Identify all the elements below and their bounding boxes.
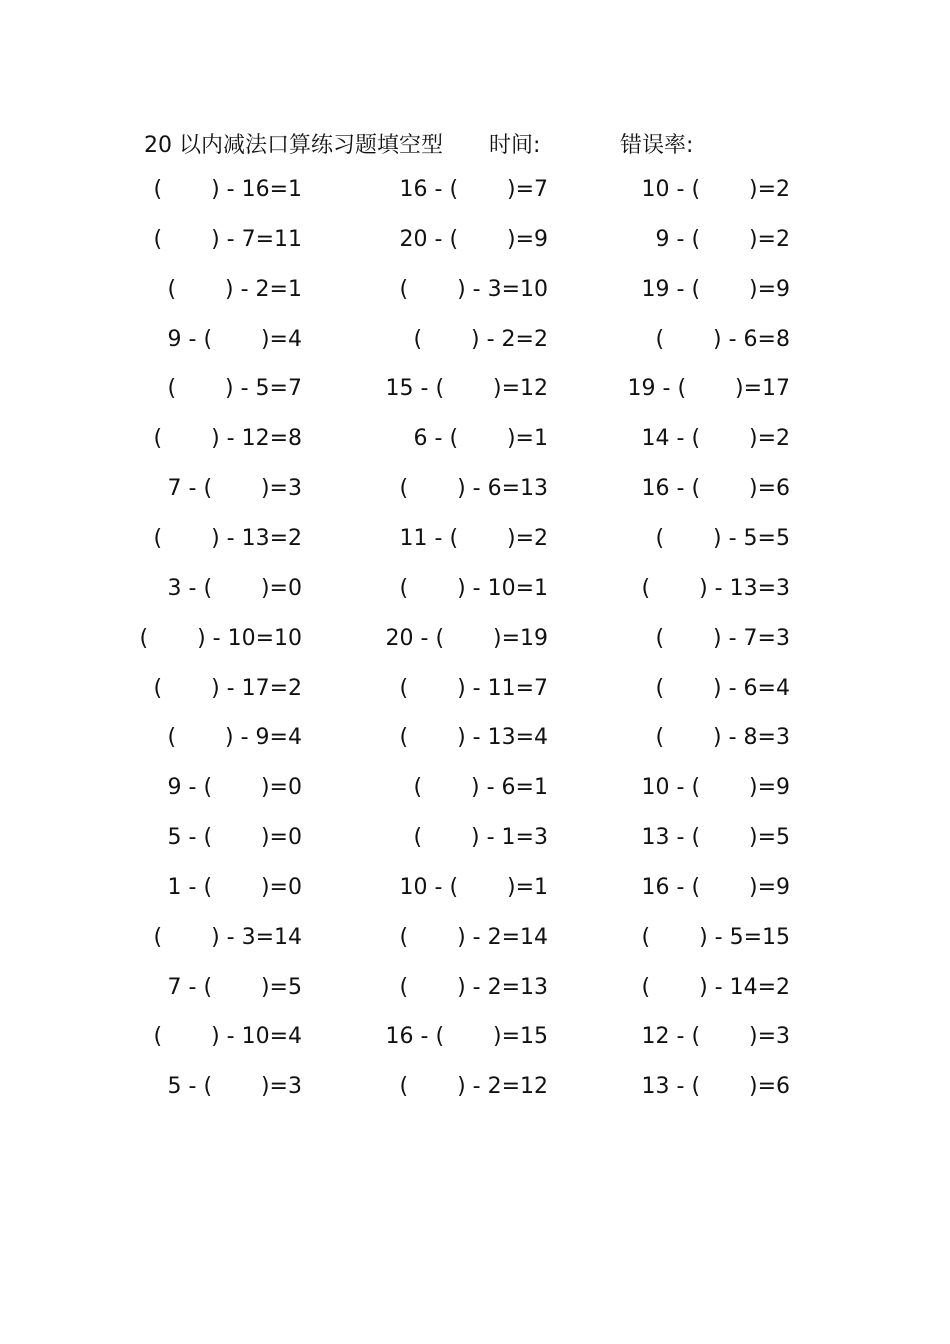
problem-cell: 11 - ( )=2 bbox=[399, 525, 548, 551]
problem-row bbox=[0, 968, 950, 1008]
worksheet-header bbox=[0, 124, 950, 160]
problem-cell: ( ) - 9=4 bbox=[167, 725, 302, 751]
problem-cell: 19 - ( )=17 bbox=[627, 376, 790, 402]
problem-cell: ( ) - 2=13 bbox=[399, 974, 548, 1000]
problem-row bbox=[0, 1017, 950, 1057]
problem-cell: 3 - ( )=0 bbox=[167, 575, 302, 601]
problem-row bbox=[0, 669, 950, 709]
problem-cell: 15 - ( )=12 bbox=[385, 376, 548, 402]
problem-cell: ( ) - 10=4 bbox=[153, 1024, 302, 1050]
problem-row bbox=[0, 718, 950, 758]
problem-cell: ( ) - 13=2 bbox=[153, 525, 302, 551]
problem-cell: 9 - ( )=4 bbox=[167, 326, 302, 352]
problem-row bbox=[0, 469, 950, 509]
problem-cell: ( ) - 7=11 bbox=[153, 226, 302, 252]
problem-cell: 10 - ( )=9 bbox=[641, 775, 790, 801]
time-label: 时间: bbox=[489, 133, 541, 158]
problem-cell: 7 - ( )=3 bbox=[167, 476, 302, 502]
problem-row bbox=[0, 170, 950, 210]
problem-cell: 13 - ( )=6 bbox=[641, 1074, 790, 1100]
problem-cell: ( ) - 10=10 bbox=[139, 625, 302, 651]
problem-cell: 20 - ( )=19 bbox=[385, 625, 548, 651]
problem-cell: 14 - ( )=2 bbox=[641, 426, 790, 452]
problem-cell: ( ) - 3=14 bbox=[153, 924, 302, 950]
problem-cell: 13 - ( )=5 bbox=[641, 825, 790, 851]
problem-cell: ( ) - 8=3 bbox=[655, 725, 790, 751]
problem-cell: ( ) - 6=1 bbox=[413, 775, 548, 801]
problem-row bbox=[0, 270, 950, 310]
problem-cell: 12 - ( )=3 bbox=[641, 1024, 790, 1050]
problem-row bbox=[0, 1067, 950, 1107]
problem-cell: 9 - ( )=0 bbox=[167, 775, 302, 801]
problem-cell: 10 - ( )=1 bbox=[399, 874, 548, 900]
problem-cell: 7 - ( )=5 bbox=[167, 974, 302, 1000]
problem-row bbox=[0, 519, 950, 559]
problem-cell: ( ) - 2=14 bbox=[399, 924, 548, 950]
problem-cell: 16 - ( )=9 bbox=[641, 874, 790, 900]
problem-row bbox=[0, 619, 950, 659]
problem-cell: 16 - ( )=15 bbox=[385, 1024, 548, 1050]
problem-cell: ( ) - 2=12 bbox=[399, 1074, 548, 1100]
problem-row bbox=[0, 419, 950, 459]
problem-cell: ( ) - 17=2 bbox=[153, 675, 302, 701]
worksheet-title: 20 以内减法口算练习题填空型 bbox=[144, 133, 443, 158]
problem-row bbox=[0, 818, 950, 858]
problem-row bbox=[0, 320, 950, 360]
problem-cell: 5 - ( )=0 bbox=[167, 825, 302, 851]
problem-cell: 9 - ( )=2 bbox=[655, 226, 790, 252]
problem-cell: 20 - ( )=9 bbox=[399, 226, 548, 252]
problem-cell: 10 - ( )=2 bbox=[641, 177, 790, 202]
problem-cell: 5 - ( )=3 bbox=[167, 1074, 302, 1100]
problem-cell: ( ) - 13=4 bbox=[399, 725, 548, 751]
problem-row bbox=[0, 868, 950, 908]
problem-cell: ( ) - 13=3 bbox=[641, 575, 790, 601]
problem-cell: ( ) - 5=15 bbox=[641, 924, 790, 950]
problem-cell: ( ) - 11=7 bbox=[399, 675, 548, 701]
problem-row bbox=[0, 768, 950, 808]
problem-cell: ( ) - 6=8 bbox=[655, 326, 790, 352]
problem-cell: ( ) - 5=5 bbox=[655, 525, 790, 551]
problem-cell: 1 - ( )=0 bbox=[167, 874, 302, 900]
problem-cell: 6 - ( )=1 bbox=[413, 426, 548, 452]
problem-cell: ( ) - 6=4 bbox=[655, 675, 790, 701]
problem-cell: 16 - ( )=7 bbox=[399, 177, 548, 202]
problem-cell: ( ) - 16=1 bbox=[153, 177, 302, 202]
problem-cell: ( ) - 7=3 bbox=[655, 625, 790, 651]
problem-cell: 19 - ( )=9 bbox=[641, 276, 790, 302]
problem-row bbox=[0, 569, 950, 609]
error-rate-label: 错误率: bbox=[620, 133, 694, 158]
problem-cell: 16 - ( )=6 bbox=[641, 476, 790, 502]
problem-cell: ( ) - 2=1 bbox=[167, 276, 302, 302]
problem-cell: ( ) - 12=8 bbox=[153, 426, 302, 452]
problem-row bbox=[0, 220, 950, 260]
problem-cell: ( ) - 2=2 bbox=[413, 326, 548, 352]
problem-cell: ( ) - 6=13 bbox=[399, 476, 548, 502]
problem-row bbox=[0, 918, 950, 958]
problem-cell: ( ) - 14=2 bbox=[641, 974, 790, 1000]
problem-cell: ( ) - 3=10 bbox=[399, 276, 548, 302]
problem-row bbox=[0, 369, 950, 409]
problem-cell: ( ) - 1=3 bbox=[413, 825, 548, 851]
problem-cell: ( ) - 5=7 bbox=[167, 376, 302, 402]
problem-cell: ( ) - 10=1 bbox=[399, 575, 548, 601]
